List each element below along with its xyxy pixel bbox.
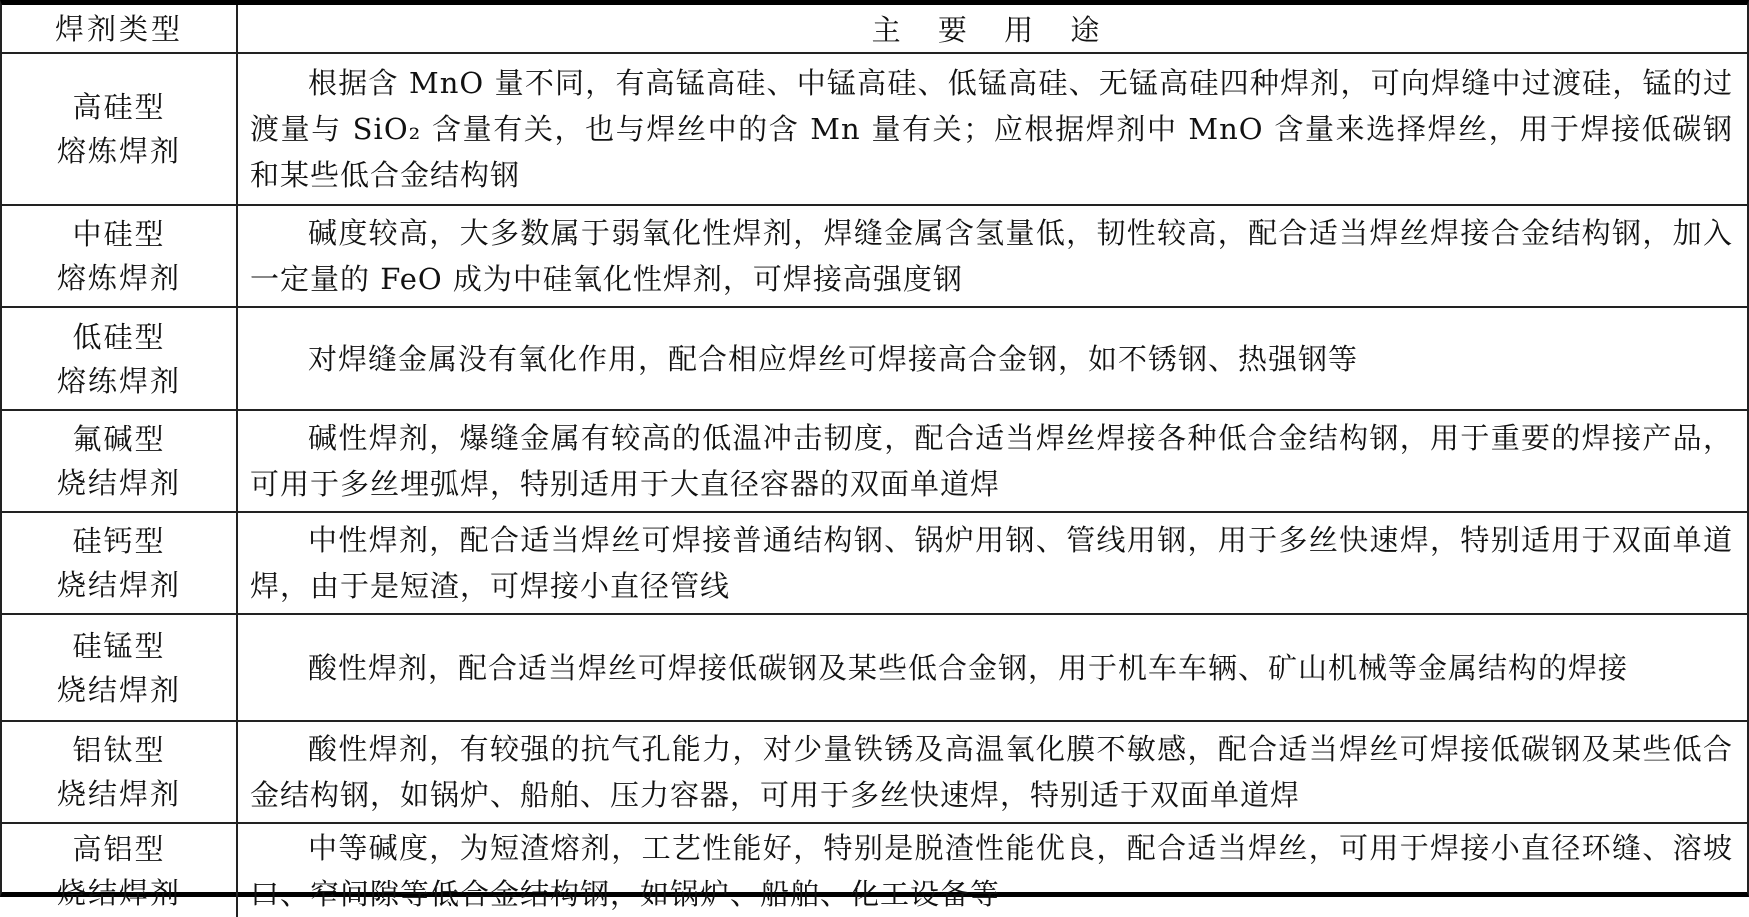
flux-usage-text: 根据含 MnO 量不同，有高锰高硅、中锰高硅、低锰高硅、无锰高硅四种焊剂，可向焊缝中过渡硅，锰的过渡量与 SiO₂ 含量有关，也与焊丝中的含 Mn 量有关；应根据焊剂中 MnO 含量来选择焊丝，用于焊接低碳钢和某些低合金结构钢 (250, 66, 1733, 192)
flux-type-cell (2, 308, 238, 409)
flux-usage-text: 对焊缝金属没有氧化作用，配合相应焊丝可焊接高合金钢，如不锈钢、热强钢等 (308, 341, 1359, 376)
flux-type-line2: 熔炼焊剂 (56, 134, 181, 168)
flux-type-line1: 低硅型 (72, 319, 166, 354)
table-header-row (2, 5, 1747, 52)
header-flux-type (2, 5, 238, 52)
flux-type-cell (2, 824, 238, 917)
flux-type-cell (2, 722, 238, 822)
table-row (2, 306, 1747, 409)
table-row (2, 204, 1747, 306)
header-flux-type-label: 焊剂类型 (54, 11, 183, 46)
flux-type-line2: 烧结焊剂 (56, 672, 181, 707)
table-row (2, 822, 1747, 917)
flux-type-cell (2, 206, 238, 306)
flux-usage-text: 碱度较高，大多数属于弱氧化性焊剂，焊缝金属含氢量低，韧性较高，配合适当焊丝焊接合金结构钢，加入一定量的 FeO 成为中硅氧化性焊剂，可焊接高强度钢 (250, 216, 1733, 296)
header-main-usage-label: 主 要 用 途 (871, 13, 1114, 47)
flux-usage-cell (238, 615, 1747, 720)
table-row (2, 409, 1747, 511)
flux-type-line2: 烧结焊剂 (56, 875, 181, 910)
flux-type-cell (2, 513, 238, 613)
flux-usage-cell (238, 824, 1747, 917)
flux-usage-text: 中性焊剂，配合适当焊丝可焊接普通结构钢、锅炉用钢、管线用钢，用于多丝快速焊，特别适用于双面单道焊，由于是短渣，可焊接小直径管线 (250, 523, 1733, 603)
flux-type-line2: 烧结焊剂 (56, 777, 181, 811)
table-row (2, 613, 1747, 720)
flux-type-cell (2, 615, 238, 720)
flux-type-line1: 氟碱型 (72, 422, 166, 456)
flux-usage-cell (238, 54, 1747, 204)
flux-type-line1: 铝钛型 (72, 733, 166, 767)
flux-type-line2: 烧结焊剂 (56, 466, 181, 500)
flux-usage-cell (238, 722, 1747, 822)
flux-usage-text: 酸性焊剂，有较强的抗气孔能力，对少量铁锈及高温氧化膜不敏感，配合适当焊丝可焊接低碳钢及某些低合金结构钢，如锅炉、船舶、压力容器，可用于多丝快速焊，特别适于双面单道焊 (250, 732, 1733, 812)
flux-usage-cell (238, 513, 1747, 613)
flux-type-line1: 高铝型 (72, 831, 166, 866)
flux-type-line2: 烧结焊剂 (56, 568, 181, 602)
flux-type-line1: 硅钙型 (72, 524, 166, 558)
table-row (2, 720, 1747, 822)
flux-type-cell (2, 54, 238, 204)
flux-usage-cell (238, 206, 1747, 306)
flux-usage-cell (238, 411, 1747, 511)
flux-usage-text: 碱性焊剂，爆缝金属有较高的低温冲击韧度，配合适当焊丝焊接各种低合金结构钢，用于重要的焊接产品，可用于多丝埋弧焊，特别适用于大直径容器的双面单道焊 (250, 421, 1733, 501)
flux-type-line1: 高硅型 (72, 90, 166, 124)
flux-type-line2: 熔炼焊剂 (56, 261, 181, 295)
flux-usage-cell (238, 308, 1747, 409)
table-row (2, 511, 1747, 613)
flux-type-line1: 中硅型 (72, 217, 166, 251)
table-row (2, 52, 1747, 204)
flux-type-line2: 熔练焊剂 (56, 363, 181, 398)
flux-usage-text: 中等碱度，为短渣熔剂，工艺性能好，特别是脱渣性能优良，配合适当焊丝，可用于焊接小直径环缝、溶坡口、窄间隙等低合金结构钢，如锅炉、船舶、化工设备等 (250, 830, 1733, 911)
flux-usage-text: 酸性焊剂，配合适当焊丝可焊接低碳钢及某些低合金钢，用于机车车辆、矿山机械等金属结构的焊接 (308, 650, 1629, 685)
flux-type-cell (2, 411, 238, 511)
header-main-usage (238, 5, 1747, 52)
flux-type-line1: 硅锰型 (72, 628, 166, 663)
